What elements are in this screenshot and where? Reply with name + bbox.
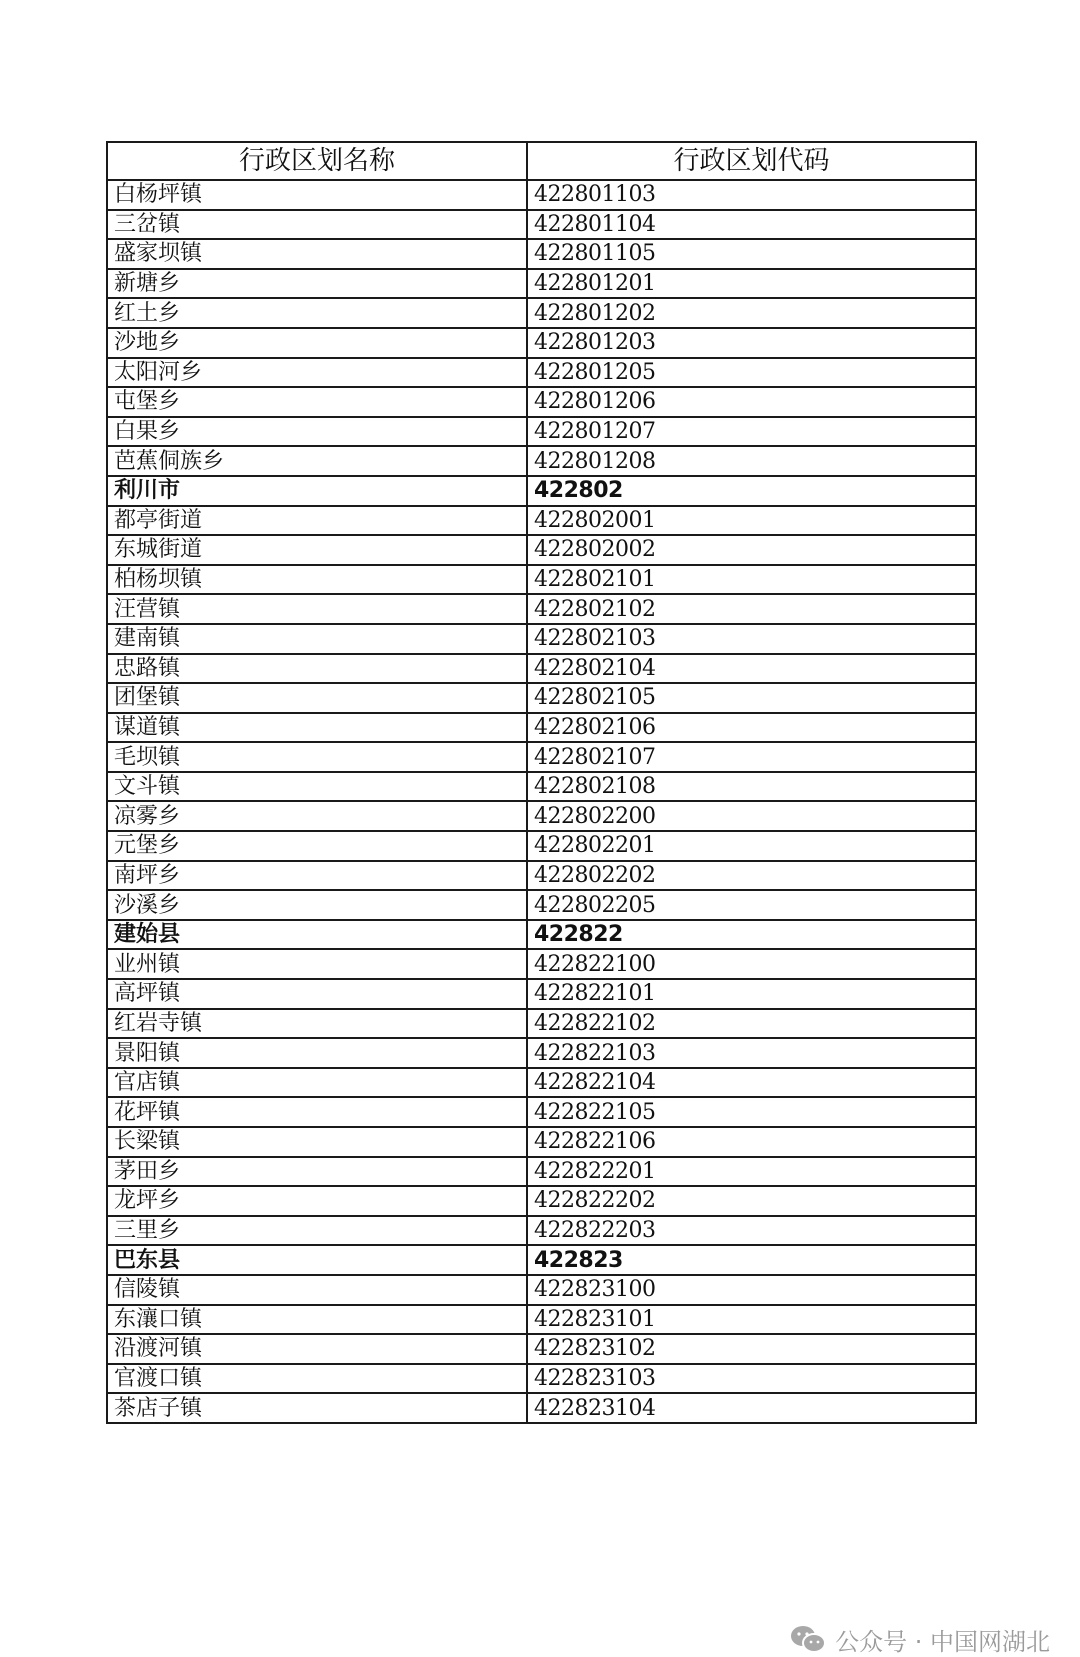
division-code-cell: 422822: [527, 920, 976, 950]
table-row: [107, 683, 976, 713]
division-name-cell: 芭蕉侗族乡: [107, 446, 527, 476]
division-code-cell: 422802101: [527, 565, 976, 595]
division-name-cell: 茅田乡: [107, 1157, 527, 1187]
division-name-cell: 都亭街道: [107, 506, 527, 536]
division-code-cell: 422802200: [527, 801, 976, 831]
division-name-cell: 红土乡: [107, 298, 527, 328]
watermark-text: 公众号 · 中国网湖北: [835, 1627, 1050, 1656]
table-row: [107, 949, 976, 979]
table-row: [107, 1216, 976, 1246]
table-row: [107, 1097, 976, 1127]
division-code-cell: 422822201: [527, 1157, 976, 1187]
table-header-row: [107, 142, 976, 180]
division-code-cell: 422802103: [527, 624, 976, 654]
table-row: [107, 535, 976, 565]
table-row: [107, 210, 976, 240]
table-row: [107, 831, 976, 861]
division-code-cell: 422823104: [527, 1393, 976, 1423]
table-row: [107, 861, 976, 891]
table-row: [107, 772, 976, 802]
division-name-cell: 东瀼口镇: [107, 1305, 527, 1335]
division-name-cell: 沙地乡: [107, 328, 527, 358]
division-code-cell: 422802106: [527, 713, 976, 743]
table-row: [107, 298, 976, 328]
division-name-cell: 信陵镇: [107, 1275, 527, 1305]
division-code-cell: 422801202: [527, 298, 976, 328]
division-name-cell: 东城街道: [107, 535, 527, 565]
division-name-cell: 沙溪乡: [107, 890, 527, 920]
division-code-cell: 422823: [527, 1245, 976, 1275]
division-name-cell: 盛家坝镇: [107, 239, 527, 269]
division-name-cell: 官店镇: [107, 1068, 527, 1098]
table-row: [107, 1393, 976, 1423]
table-row: [107, 624, 976, 654]
division-code-cell: 422802: [527, 476, 976, 506]
table-row: [107, 1009, 976, 1039]
division-code-cell: 422801205: [527, 358, 976, 388]
division-code-cell: 422801206: [527, 387, 976, 417]
division-code-cell: 422801201: [527, 269, 976, 299]
division-code-cell: 422802104: [527, 654, 976, 684]
division-code-cell: 422801104: [527, 210, 976, 240]
table-row: [107, 446, 976, 476]
table-row: [107, 417, 976, 447]
division-name-cell: 新塘乡: [107, 269, 527, 299]
division-name-cell: 谋道镇: [107, 713, 527, 743]
table-row-county: [107, 1245, 976, 1275]
table-row: [107, 1068, 976, 1098]
division-name-cell: 汪营镇: [107, 594, 527, 624]
table-row: [107, 742, 976, 772]
table-row: [107, 1334, 976, 1364]
division-code-cell: 422801208: [527, 446, 976, 476]
header-division-name: 行政区划名称: [107, 142, 527, 180]
division-name-cell: 建南镇: [107, 624, 527, 654]
table-row: [107, 890, 976, 920]
header-division-code: 行政区划代码: [527, 142, 976, 180]
division-code-cell: 422823103: [527, 1364, 976, 1394]
table-row: [107, 565, 976, 595]
table-row: [107, 1038, 976, 1068]
division-name-cell: 团堡镇: [107, 683, 527, 713]
division-name-cell: 屯堡乡: [107, 387, 527, 417]
table-row-county: [107, 476, 976, 506]
division-name-cell: 白杨坪镇: [107, 180, 527, 210]
division-code-cell: 422801105: [527, 239, 976, 269]
division-code-cell: 422802001: [527, 506, 976, 536]
division-name-cell: 巴东县: [107, 1245, 527, 1275]
watermark: [789, 1622, 1050, 1656]
division-code-cell: 422822104: [527, 1068, 976, 1098]
table-row: [107, 654, 976, 684]
wechat-icon: [789, 1624, 827, 1654]
table-row: [107, 387, 976, 417]
division-code-cell: 422822102: [527, 1009, 976, 1039]
division-code-table: [106, 141, 977, 1424]
division-code-cell: 422802202: [527, 861, 976, 891]
division-code-cell: 422822202: [527, 1186, 976, 1216]
division-name-cell: 白果乡: [107, 417, 527, 447]
division-code-cell: 422822100: [527, 949, 976, 979]
table-row: [107, 594, 976, 624]
division-code-cell: 422802205: [527, 890, 976, 920]
table-row: [107, 1364, 976, 1394]
division-name-cell: 业州镇: [107, 949, 527, 979]
table-row: [107, 1127, 976, 1157]
table-row: [107, 801, 976, 831]
division-name-cell: 利川市: [107, 476, 527, 506]
division-name-cell: 毛坝镇: [107, 742, 527, 772]
table-row: [107, 1305, 976, 1335]
division-code-cell: 422802201: [527, 831, 976, 861]
division-name-cell: 忠路镇: [107, 654, 527, 684]
division-code-cell: 422823102: [527, 1334, 976, 1364]
division-code-cell: 422823100: [527, 1275, 976, 1305]
table-row: [107, 713, 976, 743]
division-name-cell: 柏杨坝镇: [107, 565, 527, 595]
division-name-cell: 景阳镇: [107, 1038, 527, 1068]
table-row: [107, 1275, 976, 1305]
division-code-cell: 422822203: [527, 1216, 976, 1246]
division-name-cell: 建始县: [107, 920, 527, 950]
division-name-cell: 长梁镇: [107, 1127, 527, 1157]
division-code-cell: 422822101: [527, 979, 976, 1009]
table-row: [107, 1186, 976, 1216]
division-code-cell: 422822106: [527, 1127, 976, 1157]
division-name-cell: 太阳河乡: [107, 358, 527, 388]
table-row: [107, 358, 976, 388]
division-name-cell: 元堡乡: [107, 831, 527, 861]
division-name-cell: 花坪镇: [107, 1097, 527, 1127]
division-code-cell: 422801203: [527, 328, 976, 358]
division-code-cell: 422822105: [527, 1097, 976, 1127]
table-row: [107, 269, 976, 299]
table-row-county: [107, 920, 976, 950]
division-name-cell: 茶店子镇: [107, 1393, 527, 1423]
division-name-cell: 红岩寺镇: [107, 1009, 527, 1039]
division-name-cell: 南坪乡: [107, 861, 527, 891]
division-code-cell: 422801207: [527, 417, 976, 447]
division-code-cell: 422802108: [527, 772, 976, 802]
table-row: [107, 239, 976, 269]
table-row: [107, 328, 976, 358]
table-row: [107, 180, 976, 210]
division-name-cell: 高坪镇: [107, 979, 527, 1009]
division-name-cell: 官渡口镇: [107, 1364, 527, 1394]
table-row: [107, 1157, 976, 1187]
division-code-cell: 422802105: [527, 683, 976, 713]
division-code-cell: 422802107: [527, 742, 976, 772]
division-code-cell: 422802002: [527, 535, 976, 565]
table-row: [107, 506, 976, 536]
division-code-cell: 422823101: [527, 1305, 976, 1335]
division-code-cell: 422802102: [527, 594, 976, 624]
division-name-cell: 三岔镇: [107, 210, 527, 240]
division-name-cell: 文斗镇: [107, 772, 527, 802]
division-code-cell: 422822103: [527, 1038, 976, 1068]
table-row: [107, 979, 976, 1009]
division-name-cell: 沿渡河镇: [107, 1334, 527, 1364]
division-code-cell: 422801103: [527, 180, 976, 210]
division-name-cell: 凉雾乡: [107, 801, 527, 831]
division-name-cell: 龙坪乡: [107, 1186, 527, 1216]
division-name-cell: 三里乡: [107, 1216, 527, 1246]
